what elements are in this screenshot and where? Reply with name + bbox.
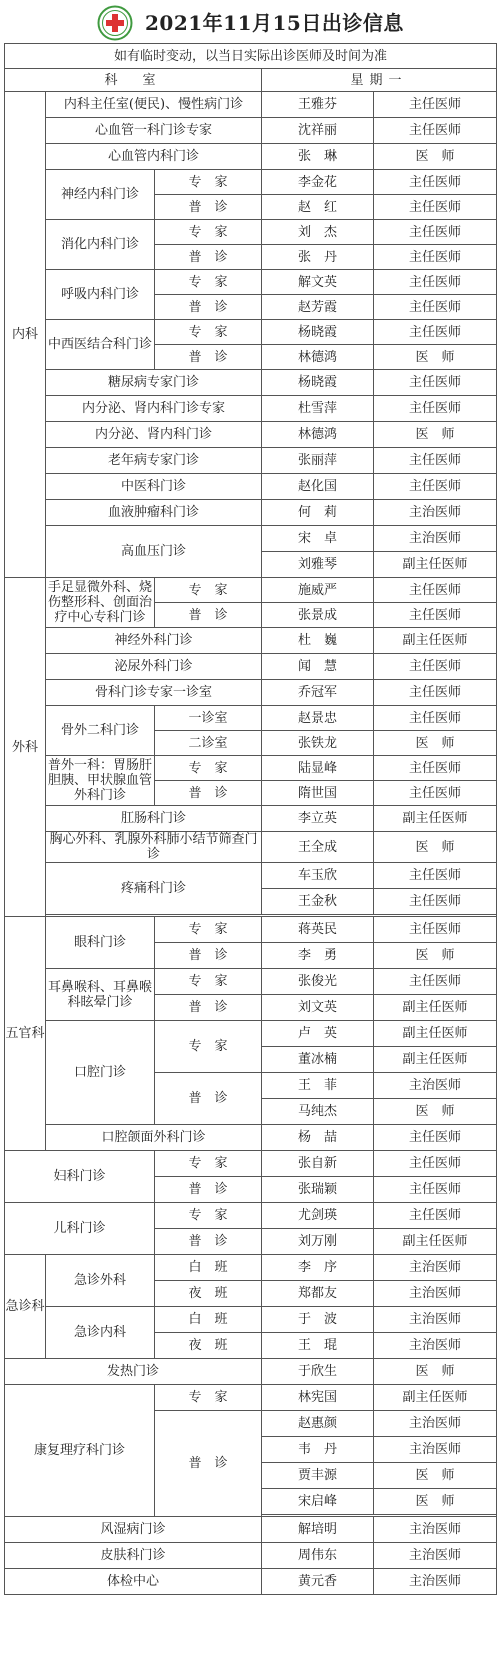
doctor-name: 车玉欣 — [262, 863, 374, 889]
doctor-title: 医 师 — [374, 1359, 497, 1385]
doctor-title: 医 师 — [374, 345, 497, 370]
dept-name: 耳鼻喉科、耳鼻喉科眩晕门诊 — [46, 969, 155, 1021]
sub-type: 普 诊 — [155, 195, 262, 220]
dept-name: 内分泌、肾内科门诊专家 — [46, 396, 262, 422]
doctor-name: 李 序 — [262, 1255, 374, 1281]
sub-type: 普 诊 — [155, 345, 262, 370]
doctor-name: 解培明 — [262, 1517, 374, 1543]
doctor-name: 张自新 — [262, 1151, 374, 1177]
sub-type: 夜 班 — [155, 1333, 262, 1359]
sub-type: 专 家 — [155, 1385, 262, 1411]
category-neike: 内科 — [5, 92, 46, 578]
page-title: 2021年11月15日出诊信息 — [145, 11, 404, 35]
doctor-name: 杜 巍 — [262, 628, 374, 654]
header-day: 星期一 — [262, 69, 497, 92]
doctor-title: 主任医师 — [374, 92, 497, 118]
dept-name: 口腔门诊 — [46, 1021, 155, 1125]
dept-name: 高血压门诊 — [46, 526, 262, 578]
doctor-title: 主任医师 — [374, 118, 497, 144]
doctor-title: 主任医师 — [374, 889, 497, 915]
doctor-name: 王雅芬 — [262, 92, 374, 118]
doctor-title: 主任医师 — [374, 603, 497, 628]
dept-name: 内科主任室(便民)、慢性病门诊 — [46, 92, 262, 118]
doctor-name: 隋世国 — [262, 781, 374, 806]
dept-name: 骨外二科门诊 — [46, 706, 155, 756]
dept-name: 心血管内科门诊 — [46, 144, 262, 170]
doctor-name: 宋启峰 — [262, 1489, 374, 1515]
dept-name: 中医科门诊 — [46, 474, 262, 500]
sub-type: 专 家 — [155, 1021, 262, 1073]
dept-name: 内分泌、肾内科门诊 — [46, 422, 262, 448]
sub-type: 专 家 — [155, 1203, 262, 1229]
doctor-name: 刘 杰 — [262, 220, 374, 245]
doctor-name: 王全成 — [262, 832, 374, 863]
dept-name: 妇科门诊 — [5, 1151, 155, 1203]
dept-name: 老年病专家门诊 — [46, 448, 262, 474]
doctor-name: 张 丹 — [262, 245, 374, 270]
doctor-title: 医 师 — [374, 832, 497, 863]
doctor-name: 周伟东 — [262, 1543, 374, 1569]
category-waike: 外科 — [5, 578, 46, 917]
sub-type: 专 家 — [155, 578, 262, 603]
doctor-title: 医 师 — [374, 1099, 497, 1125]
dept-name: 中西医结合科门诊 — [46, 320, 155, 370]
doctor-title: 医 师 — [374, 1463, 497, 1489]
dept-name: 骨科门诊专家一诊室 — [46, 680, 262, 706]
hospital-logo-icon — [97, 5, 133, 41]
doctor-title: 主任医师 — [374, 320, 497, 345]
doctor-title: 主治医师 — [374, 1411, 497, 1437]
doctor-name: 张丽萍 — [262, 448, 374, 474]
dept-name: 胸心外科、乳腺外科肺小结节筛查门诊 — [46, 832, 262, 863]
doctor-title: 副主任医师 — [374, 1385, 497, 1411]
dept-name: 消化内科门诊 — [46, 220, 155, 270]
doctor-name: 董冰楠 — [262, 1047, 374, 1073]
doctor-name: 李 勇 — [262, 943, 374, 969]
sub-type: 专 家 — [155, 917, 262, 943]
dept-name: 风湿病门诊 — [5, 1517, 262, 1543]
doctor-name: 解文英 — [262, 270, 374, 295]
doctor-title: 副主任医师 — [374, 1229, 497, 1255]
doctor-name: 杨晓霞 — [262, 320, 374, 345]
doctor-title: 主任医师 — [374, 448, 497, 474]
doctor-name: 林德鸿 — [262, 422, 374, 448]
doctor-title: 主任医师 — [374, 1151, 497, 1177]
doctor-name: 尤剑瑛 — [262, 1203, 374, 1229]
doctor-title: 副主任医师 — [374, 1021, 497, 1047]
doctor-title: 主任医师 — [374, 969, 497, 995]
doctor-title: 主治医师 — [374, 1333, 497, 1359]
doctor-title: 主任医师 — [374, 220, 497, 245]
doctor-name: 赵景忠 — [262, 706, 374, 731]
doctor-title: 主任医师 — [374, 195, 497, 220]
dept-name: 急诊外科 — [46, 1255, 155, 1307]
doctor-title: 主任医师 — [374, 245, 497, 270]
sub-type: 普 诊 — [155, 603, 262, 628]
sub-type: 白 班 — [155, 1307, 262, 1333]
doctor-title: 主任医师 — [374, 781, 497, 806]
doctor-title: 医 师 — [374, 731, 497, 756]
doctor-name: 乔冠军 — [262, 680, 374, 706]
schedule-table — [4, 43, 497, 1595]
category-jizhen: 急诊科 — [5, 1255, 46, 1359]
dept-name: 眼科门诊 — [46, 917, 155, 969]
doctor-name: 张瑞颖 — [262, 1177, 374, 1203]
doctor-name: 杨 喆 — [262, 1125, 374, 1151]
doctor-title: 医 师 — [374, 144, 497, 170]
doctor-title: 主任医师 — [374, 706, 497, 731]
doctor-title: 副主任医师 — [374, 1047, 497, 1073]
doctor-title: 副主任医师 — [374, 806, 497, 832]
sub-type: 普 诊 — [155, 1411, 262, 1517]
sub-type: 普 诊 — [155, 995, 262, 1021]
doctor-name: 施威严 — [262, 578, 374, 603]
doctor-name: 贾丰源 — [262, 1463, 374, 1489]
doctor-name: 刘文英 — [262, 995, 374, 1021]
doctor-name: 张俊光 — [262, 969, 374, 995]
doctor-name: 赵 红 — [262, 195, 374, 220]
doctor-name: 卢 英 — [262, 1021, 374, 1047]
doctor-name: 张景成 — [262, 603, 374, 628]
doctor-title: 医 师 — [374, 943, 497, 969]
doctor-title: 主治医师 — [374, 1281, 497, 1307]
dept-name: 儿科门诊 — [5, 1203, 155, 1255]
doctor-name: 张铁龙 — [262, 731, 374, 756]
doctor-name: 林宪国 — [262, 1385, 374, 1411]
sub-type: 白 班 — [155, 1255, 262, 1281]
doctor-title: 主治医师 — [374, 1073, 497, 1099]
dept-name: 泌尿外科门诊 — [46, 654, 262, 680]
doctor-title: 主任医师 — [374, 270, 497, 295]
sub-type: 普 诊 — [155, 1073, 262, 1125]
sub-type: 二诊室 — [155, 731, 262, 756]
doctor-name: 赵芳霞 — [262, 295, 374, 320]
dept-name: 血液肿瘤科门诊 — [46, 500, 262, 526]
doctor-name: 于 波 — [262, 1307, 374, 1333]
doctor-name: 郑都友 — [262, 1281, 374, 1307]
doctor-title: 主任医师 — [374, 654, 497, 680]
doctor-title: 主任医师 — [374, 370, 497, 396]
doctor-name: 刘万刚 — [262, 1229, 374, 1255]
category-wuguan: 五官科 — [5, 917, 46, 1151]
doctor-title: 主任医师 — [374, 1203, 497, 1229]
doctor-name: 林德鸿 — [262, 345, 374, 370]
sub-type: 专 家 — [155, 1151, 262, 1177]
sub-type: 专 家 — [155, 756, 262, 781]
doctor-title: 医 师 — [374, 1489, 497, 1515]
doctor-title: 副主任医师 — [374, 552, 497, 578]
doctor-title: 主任医师 — [374, 170, 497, 195]
doctor-title: 主任医师 — [374, 680, 497, 706]
sub-type: 专 家 — [155, 320, 262, 345]
dept-name: 神经内科门诊 — [46, 170, 155, 220]
sub-type: 普 诊 — [155, 1177, 262, 1203]
sub-type: 夜 班 — [155, 1281, 262, 1307]
doctor-name: 何 莉 — [262, 500, 374, 526]
dept-name: 呼吸内科门诊 — [46, 270, 155, 320]
doctor-name: 杜雪萍 — [262, 396, 374, 422]
sub-type: 普 诊 — [155, 781, 262, 806]
doctor-title: 主任医师 — [374, 474, 497, 500]
doctor-title: 主治医师 — [374, 1255, 497, 1281]
dept-name: 肛肠科门诊 — [46, 806, 262, 832]
doctor-title: 副主任医师 — [374, 628, 497, 654]
sub-type: 普 诊 — [155, 245, 262, 270]
doctor-name: 沈祥丽 — [262, 118, 374, 144]
doctor-name: 杨晓霞 — [262, 370, 374, 396]
sub-type: 专 家 — [155, 220, 262, 245]
sub-type: 一诊室 — [155, 706, 262, 731]
doctor-name: 马纯杰 — [262, 1099, 374, 1125]
doctor-name: 赵惠颜 — [262, 1411, 374, 1437]
doctor-name: 陆显峰 — [262, 756, 374, 781]
header-dept: 科 室 — [5, 69, 262, 92]
notice: 如有临时变动，以当日实际出诊医师及时间为准 — [5, 44, 497, 69]
doctor-name: 韦 丹 — [262, 1437, 374, 1463]
doctor-name: 闻 慧 — [262, 654, 374, 680]
dept-name: 手足显微外科、烧伤整形科、创面治疗中心专科门诊 — [46, 578, 155, 628]
doctor-title: 主任医师 — [374, 863, 497, 889]
doctor-name: 刘雅琴 — [262, 552, 374, 578]
doctor-name: 李立英 — [262, 806, 374, 832]
doctor-name: 蒋英民 — [262, 917, 374, 943]
dept-name: 疼痛科门诊 — [46, 863, 262, 915]
dept-name: 发热门诊 — [5, 1359, 262, 1385]
doctor-title: 主任医师 — [374, 1177, 497, 1203]
doctor-name: 王 菲 — [262, 1073, 374, 1099]
dept-name: 糖尿病专家门诊 — [46, 370, 262, 396]
doctor-title: 主任医师 — [374, 917, 497, 943]
doctor-title: 主任医师 — [374, 295, 497, 320]
doctor-name: 王 琨 — [262, 1333, 374, 1359]
dept-name: 神经外科门诊 — [46, 628, 262, 654]
doctor-name: 张 琳 — [262, 144, 374, 170]
doctor-title: 主治医师 — [374, 526, 497, 552]
sub-type: 普 诊 — [155, 1229, 262, 1255]
dept-name: 康复理疗科门诊 — [5, 1385, 155, 1517]
doctor-title: 主任医师 — [374, 578, 497, 603]
doctor-title: 主治医师 — [374, 1517, 497, 1543]
doctor-title: 副主任医师 — [374, 995, 497, 1021]
dept-name: 急诊内科 — [46, 1307, 155, 1359]
sub-type: 专 家 — [155, 969, 262, 995]
doctor-title: 主治医师 — [374, 1437, 497, 1463]
dept-name: 口腔颌面外科门诊 — [46, 1125, 262, 1151]
doctor-title: 主治医师 — [374, 1543, 497, 1569]
doctor-title: 主任医师 — [374, 396, 497, 422]
sub-type: 专 家 — [155, 170, 262, 195]
doctor-title: 主任医师 — [374, 1125, 497, 1151]
sub-type: 普 诊 — [155, 295, 262, 320]
doctor-title: 主治医师 — [374, 1307, 497, 1333]
doctor-name: 李金花 — [262, 170, 374, 195]
doctor-name: 宋 卓 — [262, 526, 374, 552]
dept-name: 心血管一科门诊专家 — [46, 118, 262, 144]
doctor-title: 主治医师 — [374, 500, 497, 526]
dept-name: 体检中心 — [5, 1569, 262, 1595]
dept-name: 皮肤科门诊 — [5, 1543, 262, 1569]
doctor-name: 王金秋 — [262, 889, 374, 915]
doctor-title: 医 师 — [374, 422, 497, 448]
doctor-title: 主任医师 — [374, 756, 497, 781]
doctor-name: 黄元香 — [262, 1569, 374, 1595]
dept-name: 普外一科：胃肠肝胆胰、甲状腺血管外科门诊 — [46, 756, 155, 806]
doctor-title: 主治医师 — [374, 1569, 497, 1595]
sub-type: 专 家 — [155, 270, 262, 295]
sub-type: 普 诊 — [155, 943, 262, 969]
doctor-name: 于欣生 — [262, 1359, 374, 1385]
doctor-name: 赵化国 — [262, 474, 374, 500]
